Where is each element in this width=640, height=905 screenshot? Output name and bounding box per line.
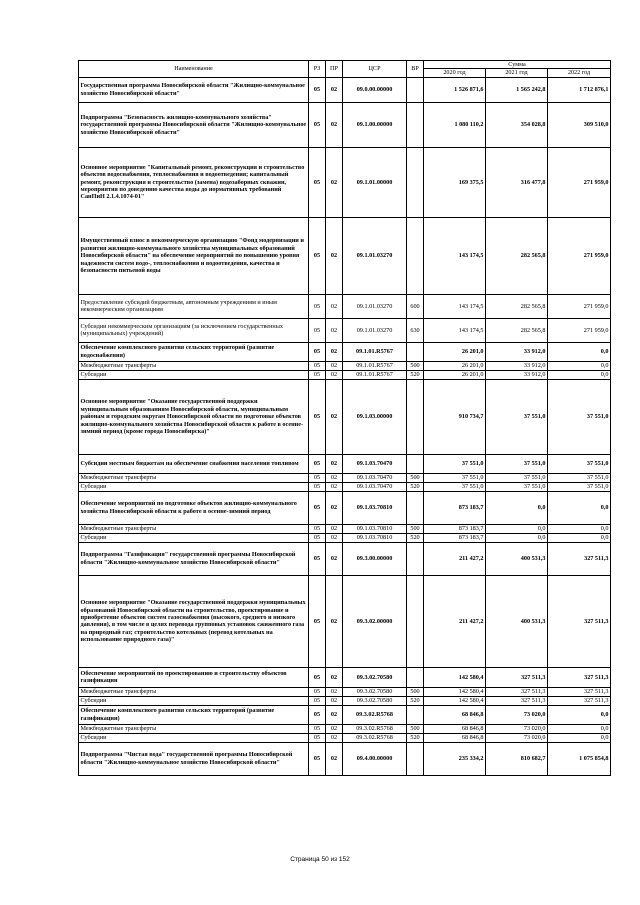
header-name: Наименование [79,61,309,78]
row-sum-2022: 0,0 [548,533,611,542]
table-row [79,342,611,361]
row-vr: 520 [407,733,424,742]
row-pr: 02 [326,742,343,775]
row-csr: 09.1.01.R5767 [343,370,407,379]
row-pr: 02 [326,454,343,473]
row-sum-2020: 1 080 110,2 [424,102,486,147]
row-pr: 02 [326,667,343,687]
row-csr: 09.1.01.03270 [343,217,407,294]
row-rz: 05 [309,482,326,491]
row-rz: 05 [309,724,326,733]
row-sum-2020: 169 375,5 [424,147,486,217]
row-vr: 500 [407,724,424,733]
table-body [79,77,611,775]
table-row [79,454,611,473]
row-sum-2020: 873 183,7 [424,533,486,542]
row-sum-2021: 0,0 [486,491,548,524]
row-name: Обеспечение комплексного развития сельских территорий (развитие газификации) [79,705,309,724]
row-rz: 05 [309,370,326,379]
row-sum-2021: 73 020,0 [486,724,548,733]
row-sum-2022: 0,0 [548,491,611,524]
row-rz: 05 [309,491,326,524]
row-rz: 05 [309,361,326,370]
row-pr: 02 [326,77,343,102]
row-sum-2022: 0,0 [548,524,611,533]
row-sum-2021: 400 531,3 [486,542,548,575]
row-sum-2021: 37 551,0 [486,482,548,491]
row-vr [407,379,424,454]
row-csr: 09.3.02.70580 [343,687,407,696]
header-year-2021: 2021 год [486,69,548,77]
row-sum-2022: 0,0 [548,724,611,733]
row-sum-2021: 354 028,8 [486,102,548,147]
row-name: Обеспечение мероприятий по проектированию и строительству объектов газификации [79,667,309,687]
table-row [79,379,611,454]
row-csr: 09.1.01.03270 [343,294,407,318]
page-number: Страница 50 из 152 [290,856,350,863]
row-sum-2021: 810 682,7 [486,742,548,775]
row-name: Обеспечение мероприятий по подготовке объектов жилищно-коммунального хозяйства Новосибирской области к работе в осенне-зимний период [79,491,309,524]
row-rz: 05 [309,318,326,342]
row-sum-2021: 327 511,3 [486,687,548,696]
row-sum-2020: 37 551,0 [424,482,486,491]
row-sum-2020: 910 734,7 [424,379,486,454]
row-pr: 02 [326,733,343,742]
row-name: Основное мероприятие "Капитальный ремонт, реконструкция и строительство объектов водоснабжения, теплоснабжения и водоотведения; капитальный ремонт, реконструкция и строительство (замена) водозаборных скважин, мероприятия по доведению качества воды до нормативных требований СанПиН 2.1.4.1074-01" [79,147,309,217]
row-sum-2021: 400 531,3 [486,575,548,667]
row-sum-2021: 282 565,8 [486,318,548,342]
row-name: Обеспечение комплексного развития сельских территорий (развитие водоснабжения) [79,342,309,361]
row-vr: 500 [407,473,424,482]
row-csr: 09.3.02.70580 [343,667,407,687]
row-pr: 02 [326,705,343,724]
row-sum-2022: 327 511,3 [548,696,611,705]
row-sum-2020: 873 183,7 [424,524,486,533]
row-sum-2022: 271 959,0 [548,318,611,342]
row-rz: 05 [309,217,326,294]
row-pr: 02 [326,102,343,147]
row-vr [407,147,424,217]
row-pr: 02 [326,294,343,318]
row-rz: 05 [309,667,326,687]
row-sum-2020: 143 174,5 [424,294,486,318]
row-name: Межбюджетные трансферты [79,687,309,696]
table-row [79,524,611,533]
table-row [79,491,611,524]
row-sum-2021: 0,0 [486,524,548,533]
row-rz: 05 [309,524,326,533]
row-sum-2022: 327 511,3 [548,667,611,687]
table-row [79,705,611,724]
table-row [79,696,611,705]
row-sum-2021: 37 551,0 [486,473,548,482]
row-rz: 05 [309,294,326,318]
row-name: Имущественный взнос в некоммерческую организацию "Фонд модернизации и развития жилищно-коммунального хозяйства муниципальных образований Новосибирской области" на обеспечение мероприятий по повышению уровня надежности систем водо-, теплоснабжения и водоотведения, качества и безопасности питьевой воды [79,217,309,294]
row-name: Подпрограмма "Газификация" государственной программы Новосибирской области "Жилищно-коммунальное хозяйство Новосибирской области" [79,542,309,575]
row-sum-2020: 37 551,0 [424,454,486,473]
row-sum-2022: 1 075 854,8 [548,742,611,775]
table-row [79,733,611,742]
row-sum-2020: 68 846,8 [424,724,486,733]
row-pr: 02 [326,318,343,342]
row-sum-2020: 68 846,8 [424,733,486,742]
row-name: Государственная программа Новосибирской области "Жилищно-коммунальное хозяйство Новосибирской области" [79,77,309,102]
row-csr: 09.1.01.03270 [343,318,407,342]
row-sum-2022: 0,0 [548,705,611,724]
row-sum-2022: 327 511,3 [548,542,611,575]
row-pr: 02 [326,687,343,696]
row-pr: 02 [326,217,343,294]
row-sum-2021: 1 565 242,8 [486,77,548,102]
row-sum-2020: 142 580,4 [424,696,486,705]
row-sum-2022: 0,0 [548,733,611,742]
row-vr: 500 [407,524,424,533]
row-name: Субсидии некоммерческим организациям (за исключением государственных (муниципальных) учреждений) [79,318,309,342]
row-csr: 09.1.01.R5767 [343,342,407,361]
row-sum-2020: 211 427,2 [424,542,486,575]
row-sum-2021: 33 912,0 [486,370,548,379]
row-vr [407,217,424,294]
row-sum-2022: 37 551,0 [548,473,611,482]
row-rz: 05 [309,473,326,482]
row-name: Субсидии [79,482,309,491]
table-row [79,294,611,318]
row-vr [407,102,424,147]
table-row [79,77,611,102]
row-vr [407,742,424,775]
row-sum-2020: 26 201,0 [424,342,486,361]
row-rz: 05 [309,705,326,724]
row-pr: 02 [326,482,343,491]
row-csr: 09.3.00.00000 [343,542,407,575]
row-sum-2022: 271 959,0 [548,217,611,294]
row-csr: 09.4.00.00000 [343,742,407,775]
row-csr: 09.1.01.R5767 [343,361,407,370]
row-pr: 02 [326,524,343,533]
row-csr: 09.1.03.70470 [343,454,407,473]
budget-page [78,60,610,776]
row-vr: 520 [407,696,424,705]
budget-table [78,60,611,776]
row-vr [407,342,424,361]
row-sum-2022: 1 712 876,1 [548,77,611,102]
table-row [79,318,611,342]
row-csr: 09.1.03.70470 [343,482,407,491]
row-rz: 05 [309,687,326,696]
row-vr: 500 [407,361,424,370]
table-row [79,102,611,147]
row-rz: 05 [309,342,326,361]
row-sum-2020: 37 551,0 [424,473,486,482]
row-name: Субсидии [79,370,309,379]
row-vr: 630 [407,318,424,342]
row-name: Межбюджетные трансферты [79,473,309,482]
table-row [79,370,611,379]
row-vr: 500 [407,687,424,696]
table-row [79,533,611,542]
row-sum-2020: 235 334,2 [424,742,486,775]
row-sum-2021: 73 020,0 [486,733,548,742]
row-rz: 05 [309,379,326,454]
row-rz: 05 [309,533,326,542]
row-csr: 09.1.03.70470 [343,473,407,482]
header-pr: ПР [326,61,343,78]
row-sum-2020: 143 174,5 [424,318,486,342]
row-name: Субсидии [79,733,309,742]
row-csr: 09.1.00.00000 [343,102,407,147]
row-sum-2021: 0,0 [486,533,548,542]
row-pr: 02 [326,379,343,454]
row-pr: 02 [326,147,343,217]
row-rz: 05 [309,733,326,742]
row-vr [407,491,424,524]
row-name: Основное мероприятие "Оказание государственной поддержки муниципальным образованиям Новосибирской области, муниципальным районам и городским округам Новосибирской области по подготовке объектов жилищно-коммунального хозяйства Новосибирской области к работе в осенне-зимний период (кроме города Новосибирска)" [79,379,309,454]
row-csr: 09.3.02.R5768 [343,705,407,724]
row-csr: 09.1.03.70810 [343,491,407,524]
table-row [79,482,611,491]
row-name: Подпрограмма "Чистая вода" государственной программы Новосибирской области "Жилищно-коммунальное хозяйство Новосибирской области" [79,742,309,775]
row-name: Субсидии местным бюджетам на обеспечение снабжения населения топливом [79,454,309,473]
row-pr: 02 [326,724,343,733]
table-row [79,742,611,775]
table-row [79,687,611,696]
row-vr: 600 [407,294,424,318]
row-vr [407,575,424,667]
row-csr: 09.3.02.R5768 [343,733,407,742]
row-name: Предоставление субсидий бюджетным, автономным учреждениям и иным некоммерческим организациям [79,294,309,318]
table-row [79,542,611,575]
table-row [79,147,611,217]
row-rz: 05 [309,77,326,102]
row-sum-2022: 327 511,3 [548,687,611,696]
row-sum-2020: 142 580,4 [424,667,486,687]
row-pr: 02 [326,361,343,370]
row-csr: 09.3.02.70580 [343,696,407,705]
row-sum-2022: 309 510,0 [548,102,611,147]
row-vr: 520 [407,533,424,542]
header-vr: ВР [407,61,424,78]
row-pr: 02 [326,542,343,575]
row-pr: 02 [326,370,343,379]
row-sum-2022: 37 551,0 [548,379,611,454]
table-row [79,575,611,667]
row-sum-2021: 316 477,8 [486,147,548,217]
row-sum-2022: 327 511,3 [548,575,611,667]
row-rz: 05 [309,542,326,575]
header-rz: РЗ [309,61,326,78]
table-row [79,473,611,482]
table-row [79,724,611,733]
header-year-2022: 2022 год [548,69,611,77]
row-rz: 05 [309,742,326,775]
row-pr: 02 [326,533,343,542]
row-name: Основное мероприятие "Оказание государственной поддержки муниципальных образований Новосибирской области на строительство, проектирование и приобретение объектов систем газоснабжения (высокого, среднего и низкого давления), в том числе в целях перевода групповых установок сжиженного газа на природный газ; строительство котельных (перевод котельных на использование природного газа)" [79,575,309,667]
row-sum-2021: 327 511,3 [486,667,548,687]
row-vr: 520 [407,370,424,379]
row-rz: 05 [309,696,326,705]
row-pr: 02 [326,473,343,482]
row-rz: 05 [309,454,326,473]
row-sum-2020: 1 526 871,6 [424,77,486,102]
row-sum-2022: 271 959,0 [548,294,611,318]
table-row [79,361,611,370]
row-vr [407,667,424,687]
row-sum-2021: 282 565,8 [486,294,548,318]
row-csr: 09.1.03.70810 [343,524,407,533]
row-sum-2020: 143 174,5 [424,217,486,294]
row-csr: 09.3.02.R5768 [343,724,407,733]
row-sum-2022: 0,0 [548,361,611,370]
row-sum-2022: 37 551,0 [548,482,611,491]
row-pr: 02 [326,342,343,361]
row-sum-2022: 0,0 [548,342,611,361]
table-row [79,667,611,687]
row-sum-2022: 37 551,0 [548,454,611,473]
row-sum-2020: 68 846,8 [424,705,486,724]
row-csr: 09.1.03.70810 [343,533,407,542]
row-vr: 520 [407,482,424,491]
row-sum-2020: 142 580,4 [424,687,486,696]
row-sum-2021: 282 565,8 [486,217,548,294]
row-sum-2022: 271 959,0 [548,147,611,217]
row-csr: 09.3.02.00000 [343,575,407,667]
header-year-2020: 2020 год [424,69,486,77]
row-sum-2021: 327 511,3 [486,696,548,705]
row-sum-2022: 0,0 [548,370,611,379]
table-row [79,217,611,294]
row-rz: 05 [309,147,326,217]
row-csr: 09.1.01.00000 [343,147,407,217]
row-vr [407,77,424,102]
row-name: Подпрограмма "Безопасность жилищно-коммунального хозяйства" государственной программы Новосибирской области "Жилищно-коммунальное хозяйство Новосибирской области" [79,102,309,147]
row-name: Межбюджетные трансферты [79,361,309,370]
row-vr [407,705,424,724]
row-sum-2021: 73 020,0 [486,705,548,724]
row-vr [407,454,424,473]
row-sum-2021: 33 912,0 [486,342,548,361]
row-name: Субсидии [79,533,309,542]
row-rz: 05 [309,575,326,667]
row-csr: 09.0.00.00000 [343,77,407,102]
row-sum-2020: 26 201,0 [424,361,486,370]
row-sum-2021: 33 912,0 [486,361,548,370]
header-csr: ЦСР [343,61,407,78]
row-csr: 09.1.03.00000 [343,379,407,454]
row-sum-2020: 26 201,0 [424,370,486,379]
row-sum-2020: 211 427,2 [424,575,486,667]
row-sum-2020: 873 183,7 [424,491,486,524]
row-sum-2021: 37 551,0 [486,454,548,473]
row-pr: 02 [326,696,343,705]
row-pr: 02 [326,491,343,524]
row-name: Субсидии [79,696,309,705]
row-name: Межбюджетные трансферты [79,524,309,533]
header-sum: Сумма [424,61,611,69]
row-vr [407,542,424,575]
row-sum-2021: 37 551,0 [486,379,548,454]
row-pr: 02 [326,575,343,667]
row-name: Межбюджетные трансферты [79,724,309,733]
row-rz: 05 [309,102,326,147]
